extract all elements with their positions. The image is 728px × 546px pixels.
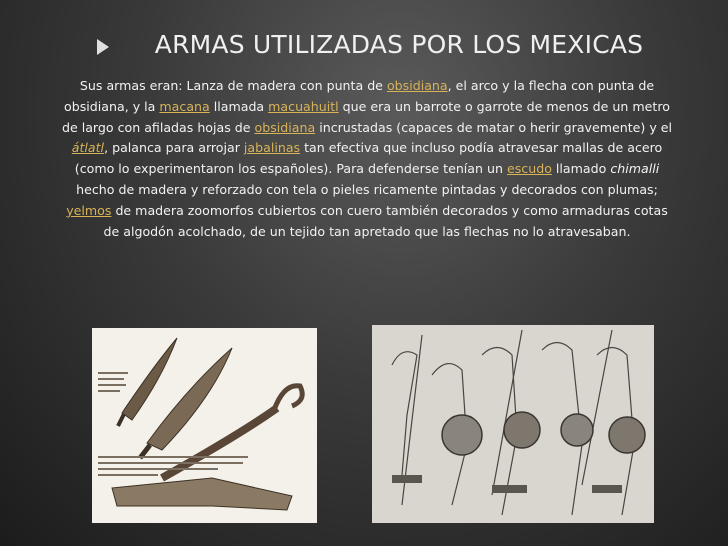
weapons-illustration <box>92 328 317 523</box>
term-link[interactable]: yelmos <box>66 202 112 218</box>
body-text-run: llamado <box>551 161 611 177</box>
term-emphasis: chimalli <box>610 161 660 177</box>
body-text-run: llamada <box>209 98 269 114</box>
body-text-run: , el arco y la flecha con punta de obsidiana, y la <box>64 78 655 114</box>
term-link[interactable]: obsidiana <box>386 78 448 93</box>
term-link[interactable]: macuahuitl <box>268 98 339 114</box>
body-text-run: Sus armas eran: Lanza de madera con punta de <box>79 78 387 93</box>
body-text-run: que era un barrote o garrote de menos de un metro de largo con afiladas hojas de <box>61 98 670 135</box>
term-link[interactable]: obsidiana <box>254 119 316 135</box>
term-link[interactable]: escudo <box>506 161 552 177</box>
term-link[interactable]: jabalinas <box>243 140 301 156</box>
body-text-run: hecho de madera y reforzado con tela o pieles ricamente pintadas y decorados con plumas; <box>76 181 658 197</box>
body-text-run: de madera zoomorfos cubiertos con cuero también decorados y como armaduras cotas de algodón acolchado, de un tejido tan apretado que las flechas no lo atravesaban. <box>103 202 668 239</box>
body-text-run: , palanca para arrojar <box>104 140 244 156</box>
term-link[interactable]: átlatl <box>71 140 105 156</box>
slide-title: ARMAS UTILIZADAS POR LOS MEXICAS <box>154 30 644 59</box>
term-link[interactable]: macana <box>159 98 210 114</box>
body-text-run: incrustadas (capaces de matar o herir gravemente) y el <box>315 119 673 135</box>
slide-body-text <box>60 76 674 242</box>
warriors-codex-illustration <box>372 325 654 523</box>
body-text-run: tan efectiva que incluso podía atravesar mallas de acero (como lo experimentaron los españoles). Para defenderse tenían un <box>74 140 663 177</box>
